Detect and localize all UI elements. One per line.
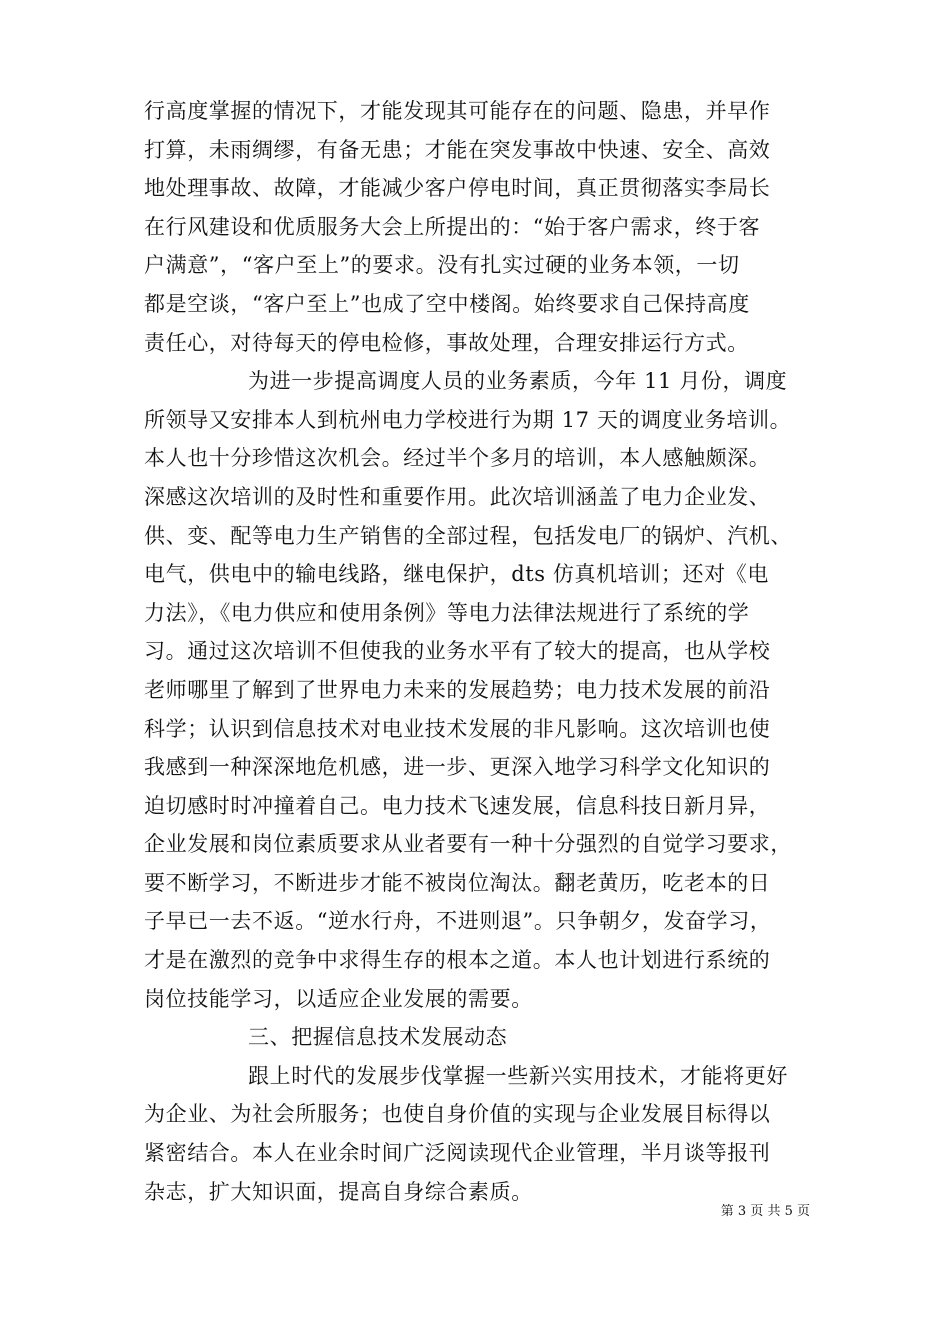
- text-line: 户满意”，“客户至上”的要求。没有扎实过硬的业务本领，一切: [144, 253, 740, 278]
- text-line: 迫切感时时冲撞着自己。电力技术飞速发展，信息科技日新月异，: [144, 793, 771, 818]
- text-line: 老师哪里了解到了世界电力未来的发展趋势；电力技术发展的前沿: [144, 677, 771, 702]
- text-line: 地处理事故、故障，才能减少客户停电时间，真正贯彻落实李局长: [144, 176, 771, 201]
- text-line: 行高度掌握的情况下，才能发现其可能存在的问题、隐患，并早作: [144, 99, 771, 123]
- text-line: 供、变、配等电力生产销售的全部过程，包括发电厂的锅炉、汽机、: [144, 523, 792, 548]
- text-line: 本人也十分珍惜这次机会。经过半个多月的培训，本人感触颇深。: [144, 446, 771, 471]
- text-line: 要不断学习，不断进步才能不被岗位淘汰。翻老黄历，吃老本的日: [144, 870, 771, 895]
- text-line: 紧密结合。本人在业余时间广泛阅读现代企业管理，半月谈等报刊: [144, 1141, 771, 1166]
- text-line: 杂志，扩大知识面，提高自身综合素质。: [144, 1179, 533, 1204]
- text-line: 打算，未雨绸缪，有备无患；才能在突发事故中快速、安全、高效: [144, 137, 771, 162]
- text-line: 科学；认识到信息技术对电业技术发展的非凡影响。这次培训也使: [144, 716, 771, 741]
- text-line: 子早已一去不返。“逆水行舟，不进则退”。只争朝夕，发奋学习，: [144, 909, 772, 934]
- text-line: 责任心，对待每天的停电检修，事故处理，合理安排运行方式。: [144, 330, 749, 355]
- body-text: [144, 92, 808, 1211]
- text-line: 才是在激烈的竞争中求得生存的根本之道。本人也计划进行系统的: [144, 948, 771, 973]
- text-line: 都是空谈，“客户至上”也成了空中楼阁。始终要求自己保持高度: [144, 291, 750, 316]
- text-line: 所领导又安排本人到杭州电力学校进行为期 17 天的调度业务培训。: [144, 407, 792, 432]
- text-line: 电气，供电中的输电线路，继电保护，dts 仿真机培训；还对《电: [144, 562, 769, 587]
- text-line: 力法》，《电力供应和使用条例》等电力法律法规进行了系统的学: [144, 600, 750, 625]
- text-line: 深感这次培训的及时性和重要作用。此次培训涵盖了电力企业发、: [144, 484, 771, 509]
- text-line: 习。通过这次培训不但使我的业务水平有了较大的提高，也从学校: [144, 639, 771, 664]
- section-heading: 三、把握信息技术发展动态: [248, 1025, 508, 1050]
- text-line: 在行风建设和优质服务大会上所提出的：“始于客户需求，终于客: [144, 214, 761, 239]
- text-line: 岗位技能学习，以适应企业发展的需要。: [144, 986, 533, 1011]
- text-line: 企业发展和岗位素质要求从业者要有一种十分强烈的自觉学习要求，: [144, 832, 792, 857]
- text-line: 为企业、为社会所服务；也使自身价值的实现与企业发展目标得以: [144, 1102, 771, 1127]
- page-number: 第 3 页 共 5 页: [720, 1204, 810, 1219]
- text-line: 我感到一种深深地危机感，进一步、更深入地学习科学文化知识的: [144, 755, 771, 780]
- paragraph-start-line: 跟上时代的发展步伐掌握一些新兴实用技术，才能将更好: [248, 1063, 788, 1088]
- paragraph-start-line: 为进一步提高调度人员的业务素质，今年 11 月份，调度: [248, 369, 788, 394]
